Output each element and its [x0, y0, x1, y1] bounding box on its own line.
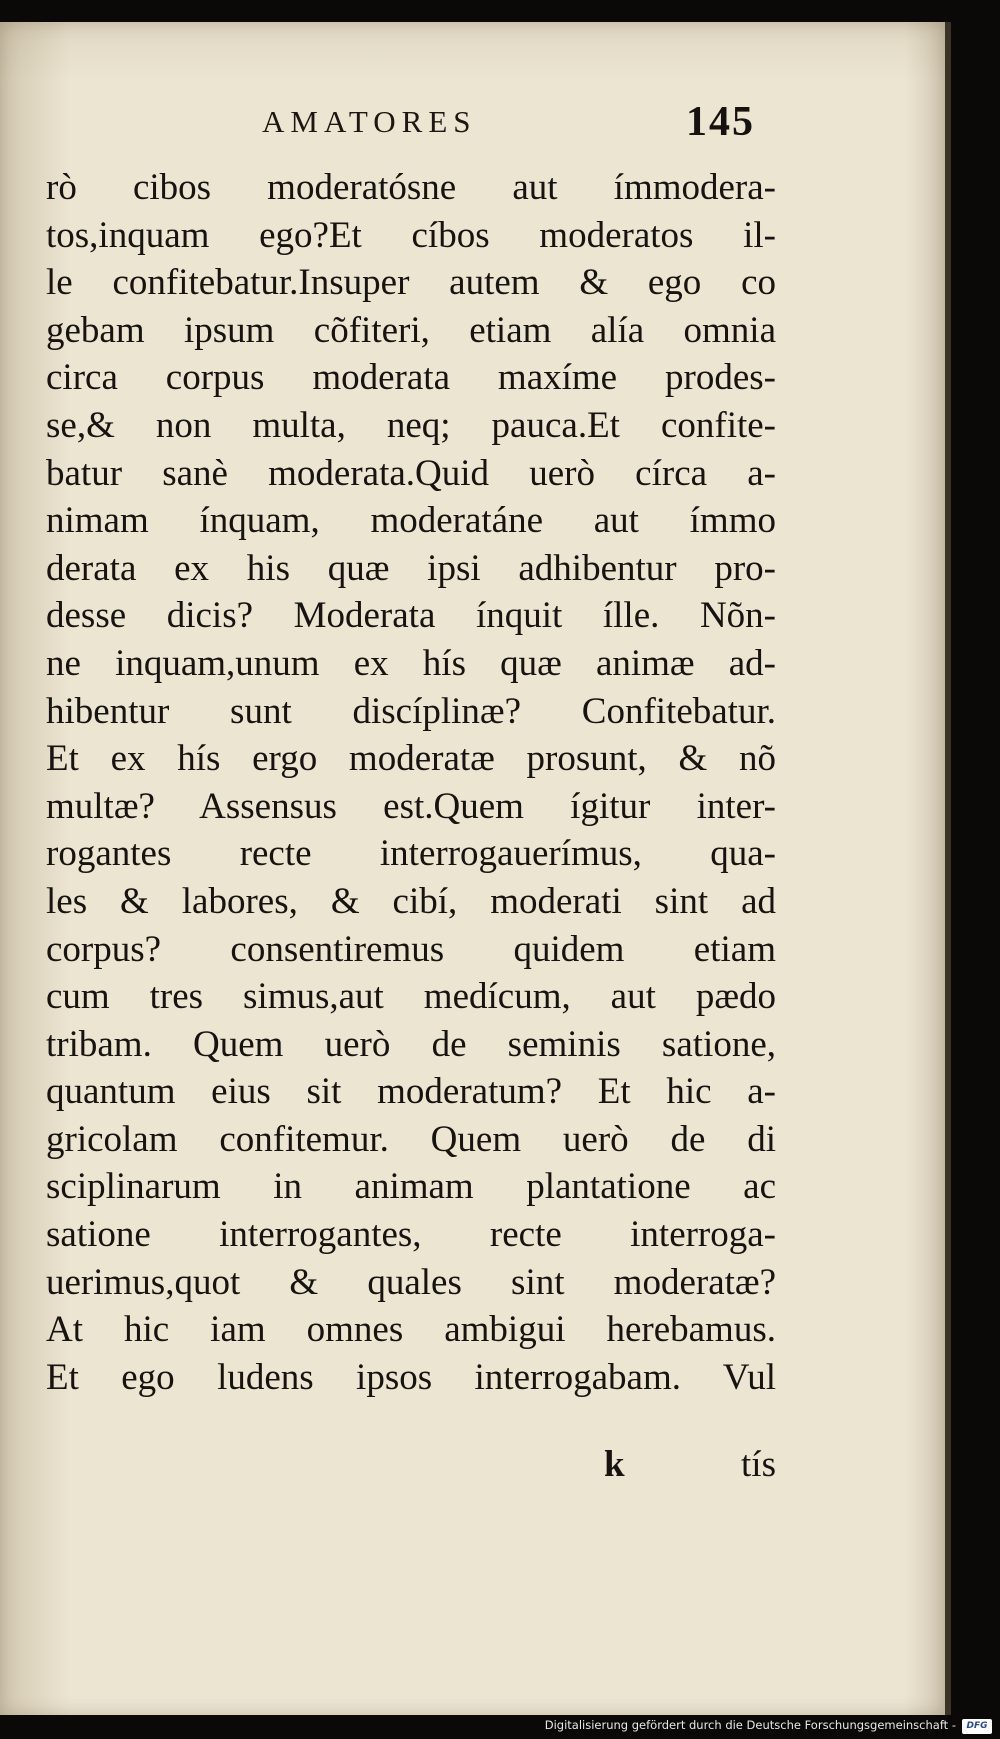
text-line: gebam ipsum cõfiteri, etiam alía omnia [46, 309, 776, 351]
text-line: batur sanè moderata.Quid uerò círca a- [46, 452, 776, 494]
text-line: uerimus,quot & quales sint moderatæ? [46, 1261, 776, 1303]
text-line: At hic iam omnes ambigui herebamus. [46, 1309, 776, 1351]
text-line: Et ex hís ergo moderatæ prosunt, & nõ [46, 738, 776, 780]
text-line: sciplinarum in animam plantatione ac [46, 1166, 776, 1208]
text-line: circa corpus moderata maxíme prodes- [46, 357, 776, 399]
body-text [46, 164, 776, 1401]
scan-footer [0, 1715, 1000, 1739]
dfg-logo-text: DFG [966, 1721, 988, 1731]
text-line: multæ? Assensus est.Quem ígitur inter- [46, 785, 776, 827]
text-line: satione interrogantes, recte interroga- [46, 1214, 776, 1256]
text-line: rogantes recte interrogauerímus, qua- [46, 833, 776, 875]
text-line: Et ego ludens ipsos interrogabam. Vul [46, 1356, 776, 1398]
text-line: hibentur sunt discíplinæ? Confitebatur. [46, 690, 776, 732]
page-edge [945, 22, 951, 1715]
text-line: quantum eius sit moderatum? Et hic a- [46, 1071, 776, 1113]
text-line: ne inquam,unum ex hís quæ animæ ad- [46, 642, 776, 684]
text-line: le confitebatur.Insuper autem & ego co [46, 262, 776, 304]
text-line: nimam ínquam, moderatáne aut ímmo [46, 500, 776, 542]
text-line: corpus? consentiremus quidem etiam [46, 928, 776, 970]
text-line: derata ex his quæ ipsi adhibentur pro- [46, 547, 776, 589]
running-title: AMATORES [262, 104, 477, 139]
text-line: se,& non multa, neq; pauca.Et confite- [46, 404, 776, 446]
funding-credit: Digitalisierung gefördert durch die Deutsche Forschungsgemeinschaft - [544, 1718, 956, 1732]
signature-line [46, 1443, 776, 1493]
running-head [0, 99, 945, 154]
text-line: les & labores, & cibí, moderati sint ad [46, 880, 776, 922]
text-line: gricolam confitemur. Quem uerò de di [46, 1118, 776, 1160]
text-line: desse dicis? Moderata ínquit ílle. Nõn- [46, 595, 776, 637]
catchword: tís [741, 1444, 776, 1485]
text-line: rò cibos moderatósne aut ímmodera- [46, 167, 776, 208]
signature-mark: k [604, 1444, 625, 1485]
text-line: cum tres simus,aut medícum, aut pædo [46, 976, 776, 1018]
page-number: 145 [686, 99, 755, 145]
text-line: tribam. Quem uerò de seminis satione, [46, 1023, 776, 1065]
dfg-logo-icon [962, 1719, 992, 1734]
text-line: tos,inquam ego?Et cíbos moderatos il- [46, 214, 776, 256]
